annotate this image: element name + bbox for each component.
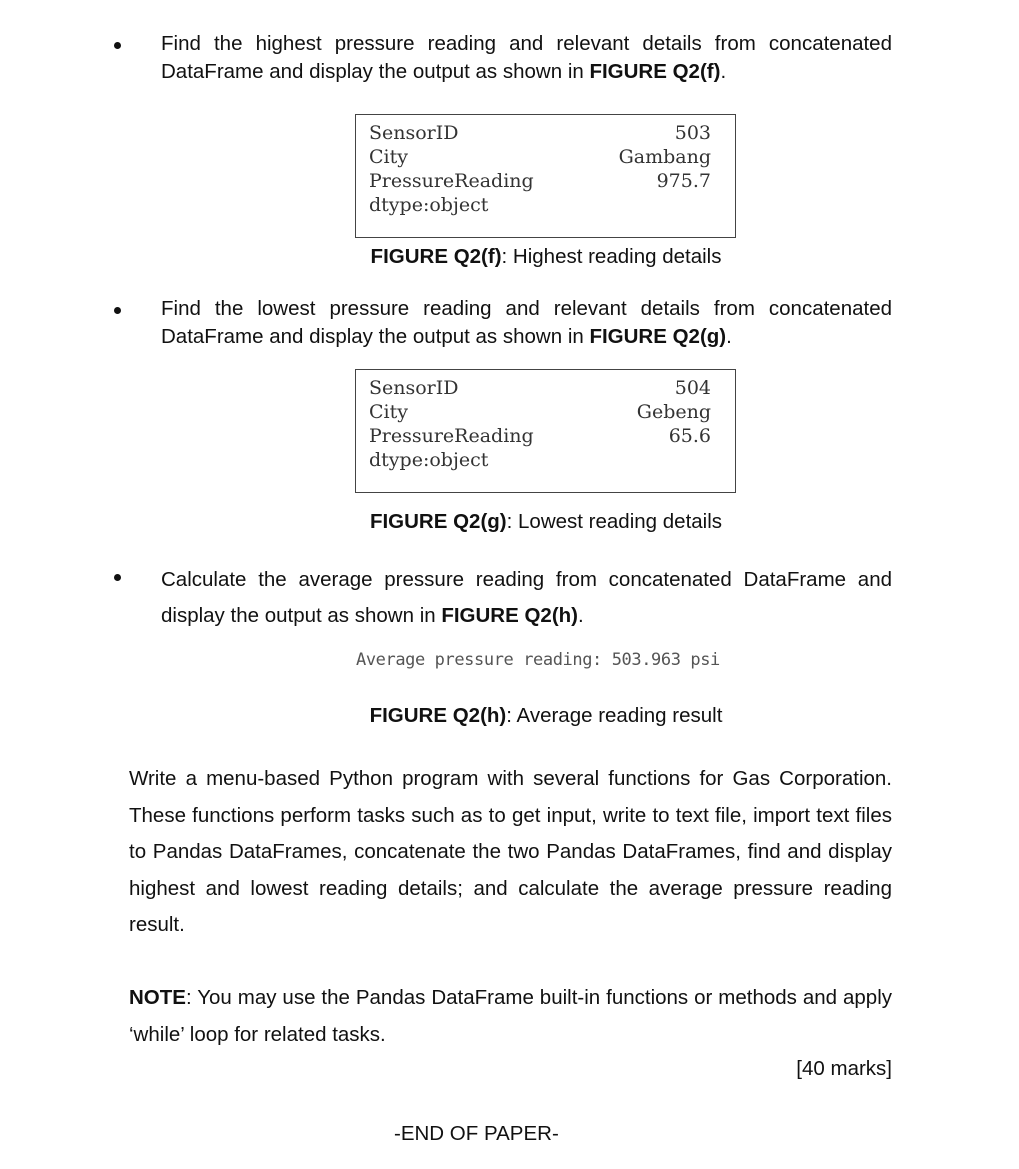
caption-text: : Lowest reading details bbox=[506, 510, 723, 533]
figure-ref: FIGURE Q2(h) bbox=[441, 604, 579, 627]
dtype-label: dtype:object bbox=[369, 194, 489, 216]
row-key: SensorID bbox=[369, 377, 459, 399]
row-value: 503 bbox=[674, 122, 711, 144]
caption-label: FIGURE Q2(f) bbox=[370, 245, 502, 268]
row-value: 65.6 bbox=[668, 425, 711, 447]
row-key: City bbox=[369, 146, 408, 168]
bullet-text: Find the highest pressure reading and relevant details from concatenated DataFrame and display the output as shown in bbox=[161, 32, 892, 83]
bullet-tail: . bbox=[720, 60, 727, 83]
caption-text: : Average reading result bbox=[506, 704, 723, 727]
figure-f-dtype bbox=[369, 193, 711, 217]
row-value: 975.7 bbox=[656, 170, 711, 192]
end-of-paper: -END OF PAPER- bbox=[394, 1122, 559, 1145]
figure-ref: FIGURE Q2(g) bbox=[589, 325, 727, 348]
dtype-label: dtype:object bbox=[369, 449, 489, 471]
note-label: NOTE bbox=[129, 986, 186, 1009]
figure-f-row-sensorid bbox=[369, 121, 711, 145]
row-key: PressureReading bbox=[369, 425, 534, 447]
figure-h-caption bbox=[0, 703, 1019, 729]
figure-g-row-city bbox=[369, 400, 711, 424]
figure-f-row-city bbox=[369, 145, 711, 169]
average-output-line: Average pressure reading: 503.963 psi bbox=[356, 650, 720, 670]
bullet-text-highest bbox=[161, 30, 892, 86]
figure-f-row-pressure bbox=[369, 169, 711, 193]
bullet-text: Find the lowest pressure reading and relevant details from concatenated DataFrame and display the output as shown in bbox=[161, 297, 892, 348]
figure-g-dtype bbox=[369, 448, 711, 472]
row-key: City bbox=[369, 401, 408, 423]
row-value: Gebeng bbox=[636, 401, 711, 423]
bullet-text: Calculate the average pressure reading from concatenated DataFrame and display the output as shown in bbox=[161, 568, 892, 627]
bullet-text-lowest bbox=[161, 295, 892, 351]
bullet-dot bbox=[114, 574, 121, 581]
caption-label: FIGURE Q2(g) bbox=[369, 510, 507, 533]
caption-text: : Highest reading details bbox=[501, 245, 722, 268]
figure-f-output-box bbox=[355, 114, 736, 238]
caption-label: FIGURE Q2(h) bbox=[369, 704, 507, 727]
row-key: PressureReading bbox=[369, 170, 534, 192]
row-key: SensorID bbox=[369, 122, 459, 144]
note-text: : You may use the Pandas DataFrame built-in functions or methods and apply ‘while’ loop for related tasks. bbox=[129, 986, 892, 1046]
row-value: Gambang bbox=[618, 146, 711, 168]
figure-g-row-pressure bbox=[369, 424, 711, 448]
figure-g-output-box bbox=[355, 369, 736, 493]
bullet-tail: . bbox=[726, 325, 732, 348]
bullet-dot bbox=[114, 307, 121, 314]
figure-ref: FIGURE Q2(f) bbox=[589, 60, 721, 83]
bullet-tail: . bbox=[578, 604, 584, 627]
figure-g-row-sensorid bbox=[369, 376, 711, 400]
figure-g-caption bbox=[0, 509, 1019, 535]
row-value: 504 bbox=[674, 377, 711, 399]
bullet-text-average bbox=[161, 562, 892, 634]
bullet-dot bbox=[114, 42, 121, 49]
marks-label: [40 marks] bbox=[796, 1057, 892, 1080]
note-paragraph bbox=[129, 980, 892, 1053]
figure-f-caption bbox=[0, 244, 1019, 270]
instruction-paragraph: Write a menu-based Python program with several functions for Gas Corporation. These functions perform tasks such as to get input, write to text file, import text files to Pandas DataFrames, concatenate the two Pandas DataFrames, find and display highest and lowest reading details; and calculate the average pressure reading result. bbox=[129, 767, 892, 936]
